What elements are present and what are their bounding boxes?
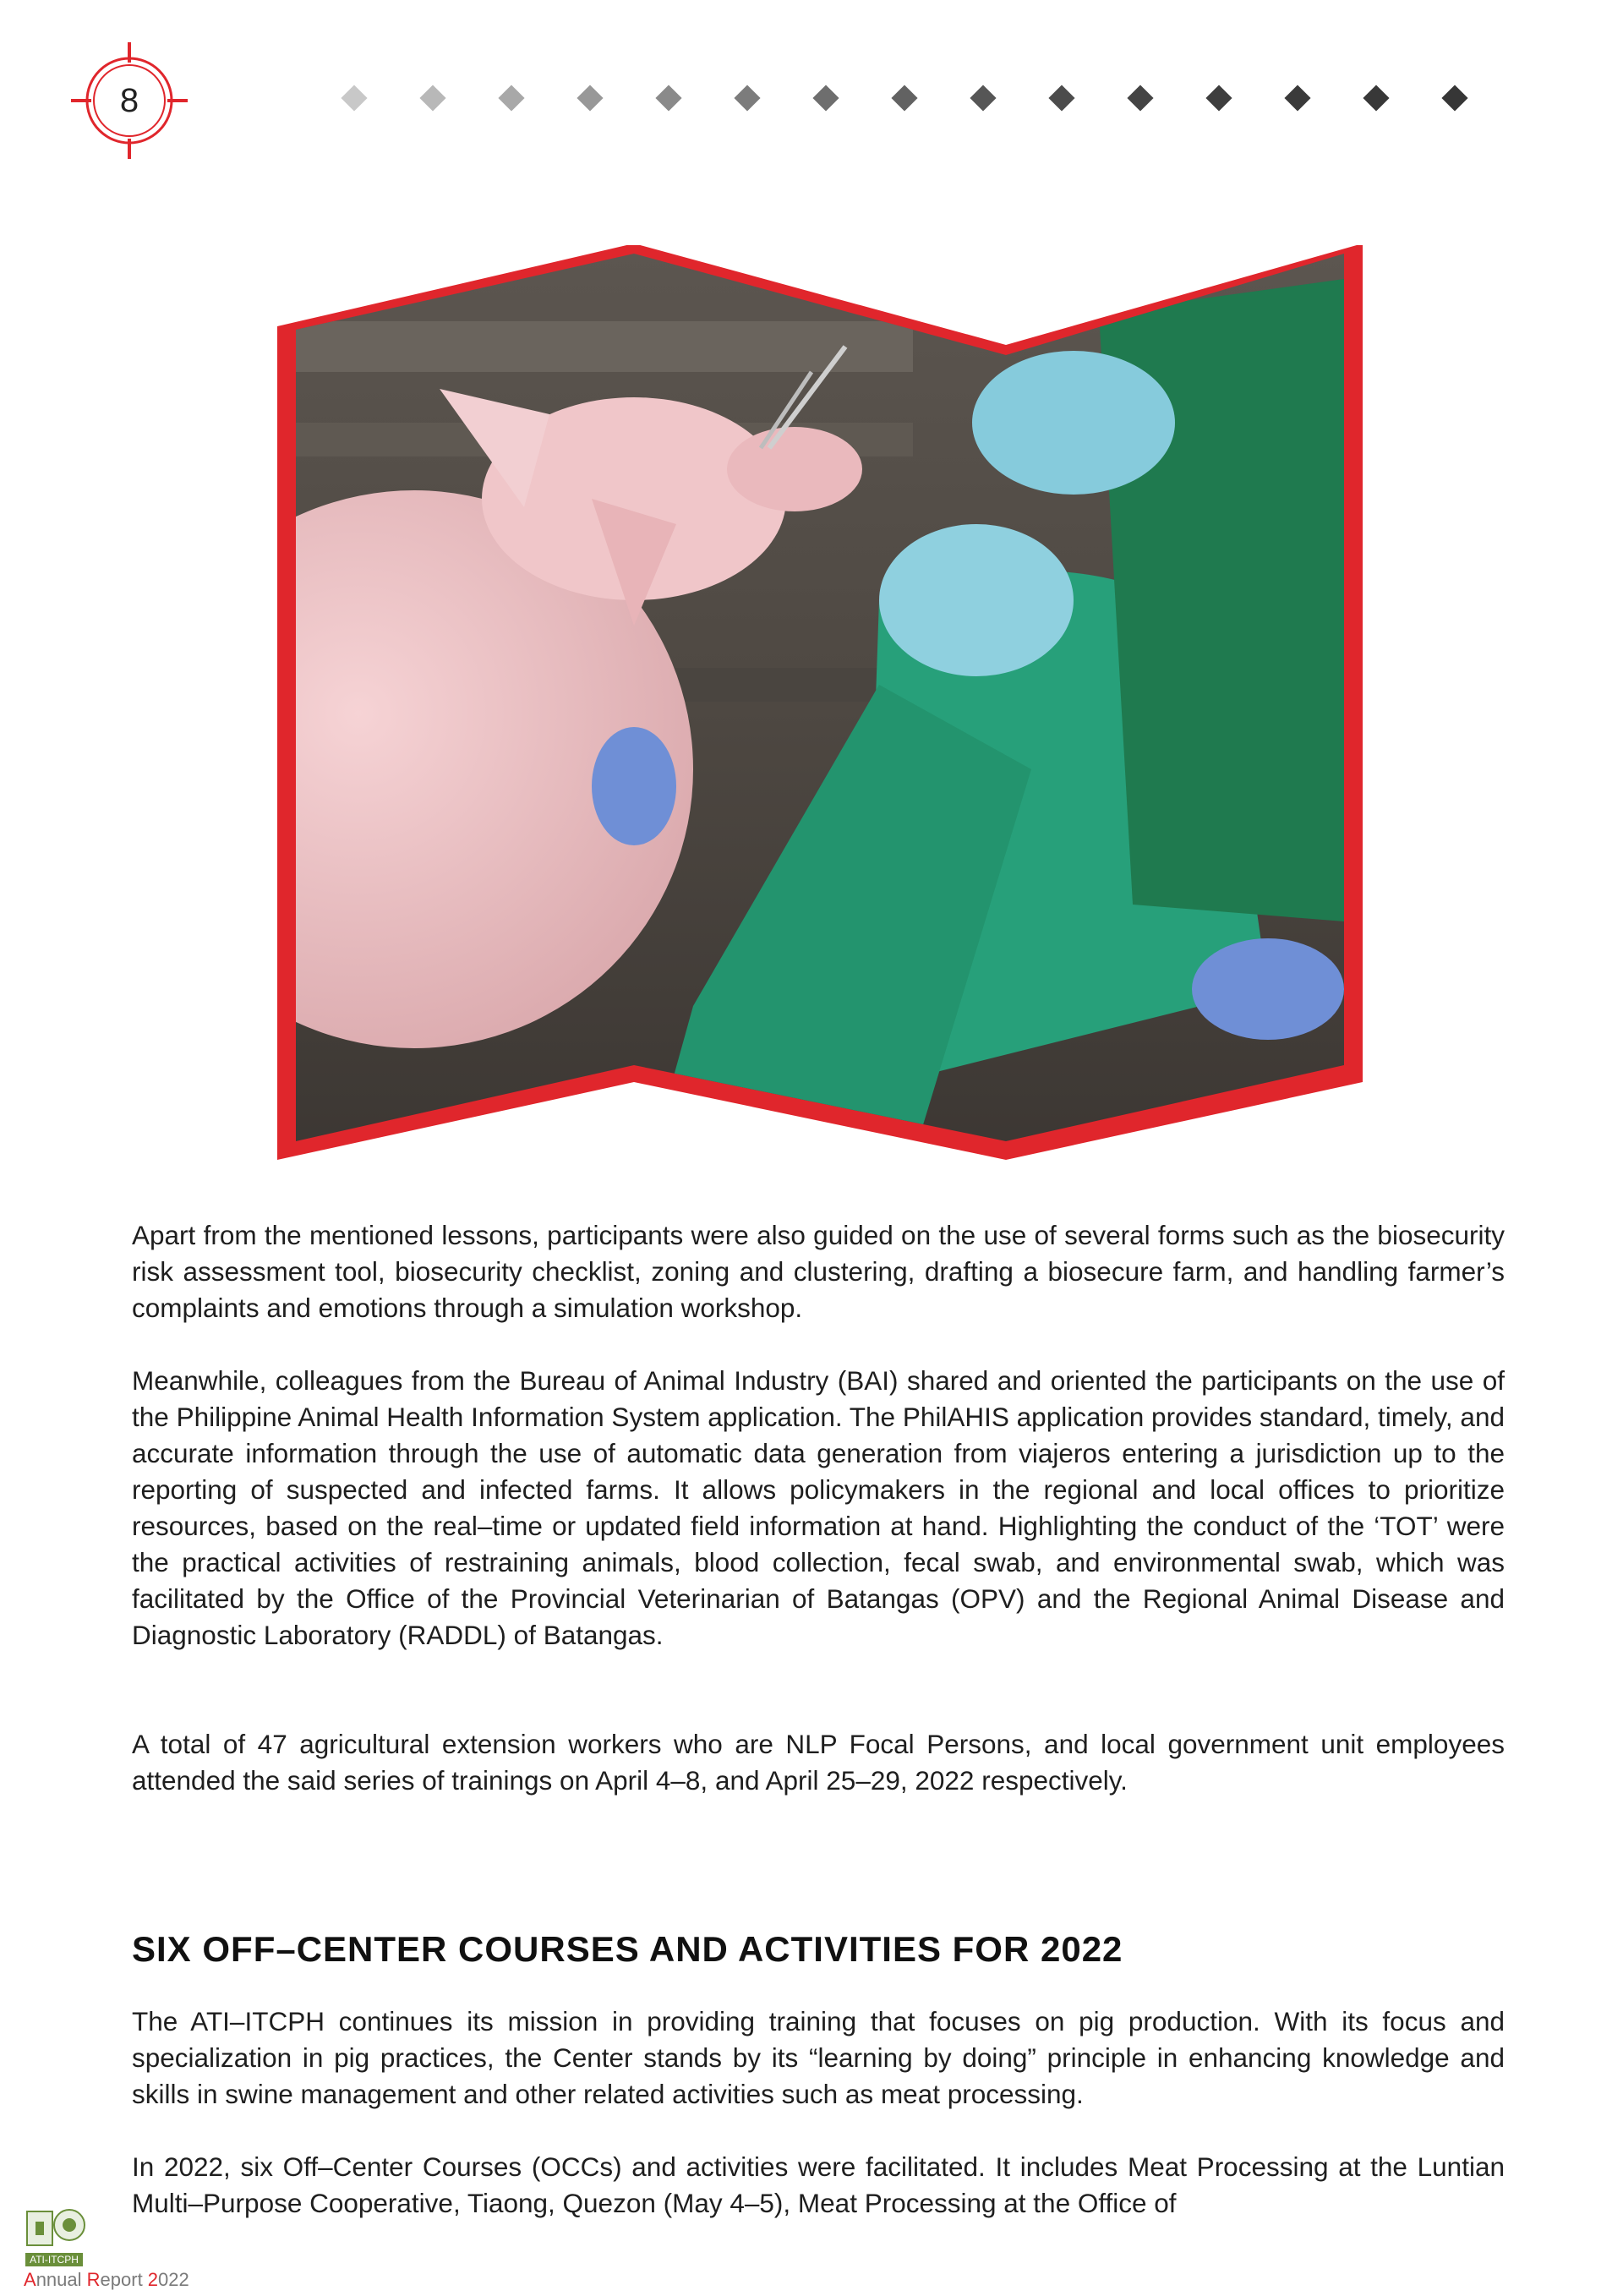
diamond-icon bbox=[577, 85, 603, 111]
diamond-icon bbox=[812, 85, 839, 111]
diamond-icon bbox=[655, 85, 681, 111]
decorative-diamond-row bbox=[345, 85, 1562, 115]
feature-photo bbox=[270, 245, 1371, 1160]
diamond-icon bbox=[1284, 85, 1310, 111]
paragraph-philahis: Meanwhile, colleagues from the Bureau of Animal Industry (BAI) shared and oriented the participants on the use of the Philippine Animal Health Information System application. The PhilAHIS application provides standard, timely, and accurate information through the use of automatic data generation from viajeros entering a jurisdiction up to the reporting of suspected and infected farms. It allows policymakers in the regional and local offices to prioritize resources, based on the real–time or updated field information at hand. Highlighting the conduct of the ‘TOT’ were the practical activities of restraining animals, blood collection, fecal swab, and environmental swab, which was facilitated by the Office of the Provincial Veterinarian of Batangas (OPV) and the Regional Animal Disease and Diagnostic Laboratory (RADDL) of Batangas. bbox=[132, 1365, 1505, 1650]
diamond-icon bbox=[341, 85, 367, 111]
footer-report-title: Annual Report 2022 bbox=[24, 2269, 189, 2290]
diamond-icon bbox=[1048, 85, 1074, 111]
ati-logo-icon bbox=[24, 2203, 88, 2254]
footer-unit-label: ATI-ITCPH bbox=[25, 2253, 83, 2266]
diamond-icon bbox=[498, 85, 524, 111]
diamond-icon bbox=[1441, 85, 1467, 111]
paragraph-forms-guidance: Apart from the mentioned lessons, participants were also guided on the use of several forms such as the biosecurity risk assessment tool, biosecurity checklist, zoning and clustering, drafting a biosecure farm, and handling farmer’s complaints and emotions through a simulation workshop. bbox=[132, 1220, 1505, 1323]
section-heading: SIX OFF–CENTER COURSES AND ACTIVITIES FOR 2022 bbox=[132, 1929, 1123, 1969]
diamond-icon bbox=[1363, 85, 1389, 111]
paragraph-occs: In 2022, six Off–Center Courses (OCCs) and activities were facilitated. It includes Meat Processing at the Luntian Multi–Purpose Cooperative, Tiaong, Quezon (May 4–5), Meat Processing at the Office of bbox=[132, 2151, 1505, 2218]
pig-sampling-photo bbox=[270, 245, 1371, 1160]
page-number: 8 bbox=[119, 81, 139, 119]
diamond-icon bbox=[734, 85, 760, 111]
paragraph-attendance: A total of 47 agricultural extension workers who are NLP Focal Persons, and local government unit employees attended the said series of trainings on April 4–8, and April 25–29, 2022 respectively. bbox=[132, 1729, 1505, 1796]
diamond-icon bbox=[419, 85, 445, 111]
diamond-icon bbox=[1205, 85, 1232, 111]
diamond-icon bbox=[1127, 85, 1153, 111]
diamond-icon bbox=[970, 85, 996, 111]
paragraph-mission: The ATI–ITCPH continues its mission in providing training that focuses on pig production. With its focus and specialization in pig practices, the Center stands by its “learning by doing” principle in enhancing knowledge and skills in swine management and other related activities such as meat processing. bbox=[132, 2006, 1505, 2109]
diamond-icon bbox=[891, 85, 917, 111]
